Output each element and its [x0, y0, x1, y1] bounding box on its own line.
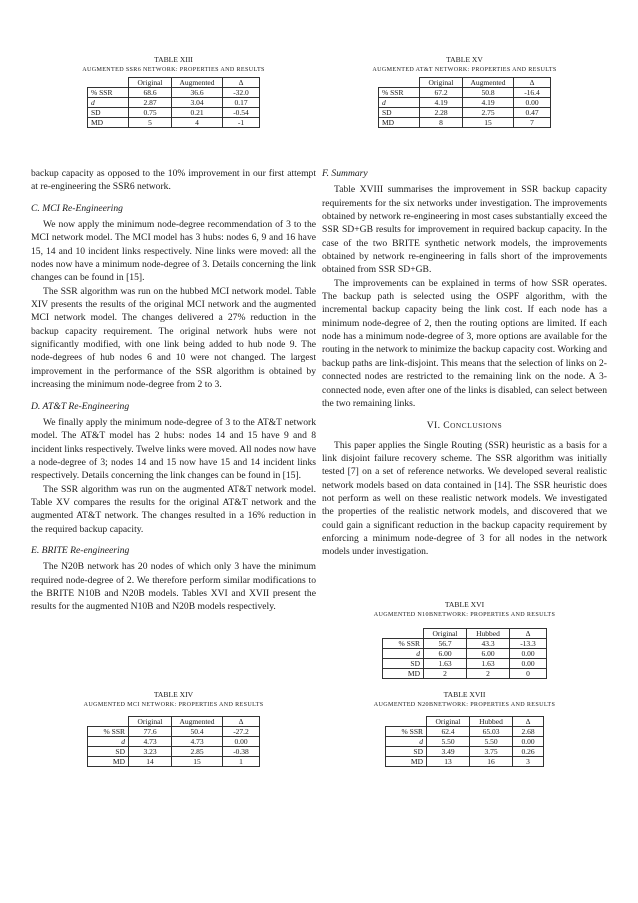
table-row	[88, 88, 260, 98]
table-caption: TABLE XVI	[444, 600, 485, 609]
row-label: % SSR	[88, 88, 129, 98]
header-cell: Original	[129, 717, 172, 727]
table-cell: 68.6	[129, 88, 172, 98]
row-label: MD	[379, 118, 420, 128]
table-cell: 0.21	[172, 108, 223, 118]
table-16-block	[322, 600, 607, 679]
table-row	[386, 747, 544, 757]
table-cell: 65.03	[470, 727, 513, 737]
paragraph: The SSR algorithm was run on the augmented AT&T network model. Table XV compares the results for the original AT&T network and the augmented AT&T network. The changes resulted in a 16% reduction in the required backup capacity.	[31, 483, 316, 535]
table-cell: 0.47	[514, 108, 551, 118]
table-15	[378, 77, 551, 128]
table-cell: 62.4	[427, 727, 470, 737]
row-label: SD	[379, 108, 420, 118]
table-subtitle: AUGMENTED AT&T NETWORK: PROPERTIES AND RESULTS	[372, 67, 557, 73]
row-label: MD	[88, 757, 129, 767]
row-label: MD	[88, 118, 129, 128]
table-subtitle: AUGMENTED MCI NETWORK: PROPERTIES AND RESULTS	[83, 702, 264, 708]
row-label: % SSR	[88, 727, 129, 737]
table-cell: 5.50	[470, 737, 513, 747]
header-cell: Δ	[223, 717, 260, 727]
table-cell: -1	[223, 118, 260, 128]
table-14-block	[31, 690, 316, 767]
table-cell: 2.75	[463, 108, 514, 118]
table-cell: 1.63	[424, 659, 467, 669]
table-cell: 4.19	[420, 98, 463, 108]
table-cell: -16.4	[514, 88, 551, 98]
table-header-row	[386, 717, 544, 727]
table-cell: 13	[427, 757, 470, 767]
table-row	[379, 88, 551, 98]
table-cell: 50.4	[172, 727, 223, 737]
row-label: % SSR	[383, 639, 424, 649]
table-cell: 0	[510, 669, 547, 679]
header-cell: Original	[129, 78, 172, 88]
table-cell: 6.00	[424, 649, 467, 659]
table-row	[386, 737, 544, 747]
table-row	[88, 737, 260, 747]
paragraph: We finally apply the minimum node-degree of 3 to the AT&T network model. The AT&T model has 2 hubs: nodes 14 and 15 have 9 and 8 incident links respectively. Twelve links were moved. All nodes now have a node-degree of 3; nodes 14 and 15 now have 15 and 14 incident links respectively. Details concerning the link changes can be found in [15].	[31, 416, 316, 482]
table-cell: 3	[513, 757, 544, 767]
table-14	[87, 716, 260, 767]
table-cell: 0.17	[223, 98, 260, 108]
table-17-block	[322, 690, 607, 767]
table-cell: 2	[424, 669, 467, 679]
row-label: SD	[386, 747, 427, 757]
paragraph: The SSR algorithm was run on the hubbed MCI network model. Table XIV presents the results of the original MCI network and the augmented MCI network model. The changes delivered a 27% reduction in the backup capacity requirement. The original network hubs were not significantly modified, with one link being added to hub node 9. The node-degrees of hub nodes 6 and 10 were not changed. The largest improvement in the performance of the SSR algorithm is obtained by increasing the minimum node-degree from 2 to 3.	[31, 285, 316, 391]
header-cell: Augmented	[172, 717, 223, 727]
table-caption: TABLE XVII	[443, 690, 486, 699]
table-row	[383, 669, 547, 679]
table-cell: 4.73	[172, 737, 223, 747]
table-cell: 1	[223, 757, 260, 767]
table-cell: -13.3	[510, 639, 547, 649]
table-cell: 2.87	[129, 98, 172, 108]
heading-number: VI.	[426, 420, 441, 432]
table-cell: 0.00	[223, 737, 260, 747]
row-label: MD	[386, 757, 427, 767]
paragraph: This paper applies the Single Routing (SSR) heuristic as a basis for a link disjoint failure recovery scheme. The SSR algorithm was initially tested [7] on a set of reference networks. We developed several realistic network models based on data contained in [14]. The SSR heuristic does not perform as well on these realistic network models. We investigated the properties of the realistic network models, and discovered that we could gain a significant reduction in the backup capacity requirement by enforcing a minimum node-degree of 3 for all nodes in the network models under investigation.	[322, 439, 607, 558]
table-header-row	[88, 717, 260, 727]
table-cell: 3.04	[172, 98, 223, 108]
table-row	[88, 108, 260, 118]
header-cell: Hubbed	[467, 629, 510, 639]
row-label: % SSR	[386, 727, 427, 737]
table-cell: 56.7	[424, 639, 467, 649]
table-row	[379, 98, 551, 108]
header-cell: Augmented	[463, 78, 514, 88]
table-cell: 2.68	[513, 727, 544, 737]
row-label: d	[383, 649, 424, 659]
table-row	[88, 98, 260, 108]
table-cell: -0.38	[223, 747, 260, 757]
table-cell: 3.49	[427, 747, 470, 757]
header-cell: Augmented	[172, 78, 223, 88]
table-17	[385, 716, 544, 767]
table-subtitle: AUGMENTED N10BNETWORK: PROPERTIES AND RESULTS	[373, 612, 556, 618]
section-heading: E. BRITE Re-engineering	[31, 544, 130, 556]
table-cell: 67.2	[420, 88, 463, 98]
table-cell: 77.6	[129, 727, 172, 737]
table-cell: 0.75	[129, 108, 172, 118]
section-heading: D. AT&T Re-Engineering	[31, 400, 130, 412]
section-heading-conclusions	[322, 419, 607, 432]
table-cell: 3.75	[470, 747, 513, 757]
heading-word: CONCLUSIONS	[443, 420, 503, 432]
table-row	[383, 659, 547, 669]
row-label: d	[386, 737, 427, 747]
header-cell: Original	[427, 717, 470, 727]
table-cell: 4.73	[129, 737, 172, 747]
table-16	[382, 628, 547, 679]
table-cell: 5.50	[427, 737, 470, 747]
row-label: % SSR	[379, 88, 420, 98]
table-cell: 8	[420, 118, 463, 128]
table-header-row	[383, 629, 547, 639]
header-cell: Original	[420, 78, 463, 88]
table-cell: 5	[129, 118, 172, 128]
section-heading: F. Summary	[322, 168, 368, 179]
paragraph: Table XVIII summarises the improvement in SSR backup capacity requirements for the six networks under investigation. The improvements obtained by network re-engineering in most cases substantially exceed the SSR SD+GB results for improvement in required backup capacity. In the case of the two BRITE synthetic network models, the improvements obtained by network re-engineering in falls short of the improvements obtained from SSR SD+GB.	[322, 184, 607, 276]
table-caption: TABLE XV	[446, 55, 483, 64]
table-caption: TABLE XIV	[153, 690, 194, 699]
paragraph: The N20B network has 20 nodes of which only 3 have the minimum required node-degree of 2. We therefore perform similar modifications to the BRITE N10B and N20B models. Tables XVI and XVII present the results for the augmented N10B and N20B models respectively.	[31, 561, 316, 613]
table-cell: 1.63	[467, 659, 510, 669]
table-15-block	[322, 55, 607, 128]
row-label: d	[88, 737, 129, 747]
intro-paragraph: backup capacity as opposed to the 10% improvement in our first attempt at re-engineering the SSR6 network.	[31, 168, 316, 193]
table-13-block	[31, 55, 316, 128]
row-label: SD	[88, 108, 129, 118]
table-header-row	[379, 78, 551, 88]
table-cell: -27.2	[223, 727, 260, 737]
table-cell: 4	[172, 118, 223, 128]
table-cell: 15	[463, 118, 514, 128]
row-label: MD	[383, 669, 424, 679]
table-cell: 6.00	[467, 649, 510, 659]
table-cell: 15	[172, 757, 223, 767]
row-label: SD	[383, 659, 424, 669]
table-cell: 0.00	[514, 98, 551, 108]
table-cell: 0.00	[513, 737, 544, 747]
table-cell: 2.85	[172, 747, 223, 757]
header-cell: Δ	[223, 78, 260, 88]
section-heading: C. MCI Re-Engineering	[31, 202, 123, 214]
row-label: d	[88, 98, 129, 108]
table-cell: 43.3	[467, 639, 510, 649]
text-flow-right	[322, 167, 607, 559]
table-row	[88, 757, 260, 767]
table-cell: -32.0	[223, 88, 260, 98]
paragraph: We now apply the minimum node-degree recommendation of 3 to the MCI network model. The MCI model has 3 hubs: nodes 6, 9 and 16 have 15, 14 and 10 incident links respectively. Nine links were moved: all the nodes now have a minimum node-degree of 3. Details concerning the link changes can be found in [15].	[31, 219, 316, 284]
table-row	[386, 727, 544, 737]
table-row	[379, 118, 551, 128]
table-cell: 16	[470, 757, 513, 767]
table-cell: -0.54	[223, 108, 260, 118]
table-row	[383, 639, 547, 649]
table-row	[379, 108, 551, 118]
table-cell: 2	[467, 669, 510, 679]
text-flow-left	[31, 167, 316, 614]
row-label: SD	[88, 747, 129, 757]
table-cell: 0.26	[513, 747, 544, 757]
table-subtitle: AUGMENTED SSR6 NETWORK: PROPERTIES AND RESULTS	[82, 67, 265, 73]
table-cell: 2.28	[420, 108, 463, 118]
table-row	[88, 747, 260, 757]
paragraph: The improvements can be explained in terms of how SSR operates. The backup path is selected using the OSPF algorithm, with the incremental backup capacity being the link cost. If each node has a minimum node-degree of 2, then the routing options are limited. If each node has a minimum node-degree of 3, more options are available for the routing in the network to minimize the backup capacity cost. Working and backup paths are link-disjoint. This means that the selection of links on 2-connected nodes are restricted to the remaining link on the node. A 3-connected node, even after one of the links is disabled, can select between the two remaining links.	[322, 277, 607, 409]
table-cell: 0.00	[510, 649, 547, 659]
table-row	[386, 757, 544, 767]
table-cell: 36.6	[172, 88, 223, 98]
table-13	[87, 77, 260, 128]
table-cell: 3.23	[129, 747, 172, 757]
table-row	[383, 649, 547, 659]
table-row	[88, 118, 260, 128]
table-row	[88, 727, 260, 737]
row-label: d	[379, 98, 420, 108]
header-cell: Original	[424, 629, 467, 639]
table-cell: 7	[514, 118, 551, 128]
table-cell: 14	[129, 757, 172, 767]
header-cell: Δ	[510, 629, 547, 639]
table-cell: 50.8	[463, 88, 514, 98]
header-cell: Δ	[514, 78, 551, 88]
table-header-row	[88, 78, 260, 88]
table-caption: TABLE XIII	[154, 55, 193, 64]
header-cell: Hubbed	[470, 717, 513, 727]
header-cell: Δ	[513, 717, 544, 727]
table-subtitle: AUGMENTED N20BNETWORK: PROPERTIES AND RESULTS	[373, 702, 556, 708]
table-cell: 4.19	[463, 98, 514, 108]
table-cell: 0.00	[510, 659, 547, 669]
